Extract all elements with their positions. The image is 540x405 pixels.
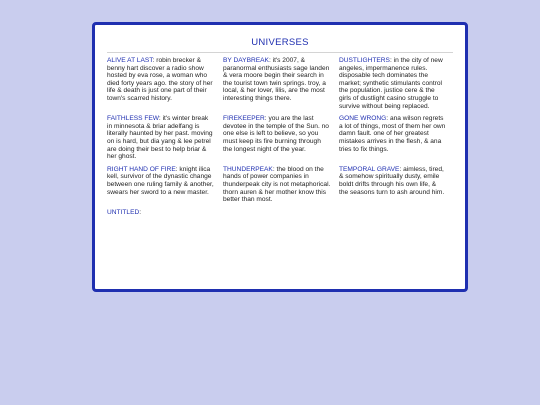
universe-desc: the blood on the hands of power companies in thunderpeak city is not metaphorical. thorn auren & her mother know this better than most. [223,165,331,204]
universe-entry-right-hand-of-fire: RIGHT HAND OF FIRE: knight ilica kell, survivor of the dynastic change between one ruling family & another, swears her sword to a new master. [107,165,214,196]
universe-entry-by-daybreak: BY DAYBREAK: it's 2007, & paranormal enthusiasts sage landen & vera moore begin their search in the tourist town twin springs. troy, a local, & her lover, lilis, are the most interesting things there. [223,57,330,102]
universe-desc: in the city of new angeles, impermanence rules. disposable tech dominates the market; synthetic stimulants control the population. justice cere & the girls of dustlight casino struggle to survive without being replaced. [339,57,443,110]
universe-desc: it's winter break in minnesota & briar adelfang is literally haunted by her past. moving on is hard, but dia yang & lee petrel are doing their best to help briar & her ghost. [107,115,213,161]
universe-link-temporal-grave[interactable]: TEMPORAL GRAVE [339,165,400,173]
universe-grid [107,57,452,216]
title-divider [107,52,453,53]
universe-link-right-hand-of-fire[interactable]: RIGHT HAND OF FIRE [107,165,176,173]
universe-link-gone-wrong[interactable]: GONE WRONG [339,115,387,123]
universe-link-by-daybreak[interactable]: BY DAYBREAK [223,57,269,64]
universe-entry-untitled: UNTITLED: [107,208,142,216]
universe-entry-temporal-grave: TEMPORAL GRAVE: aimless, tired, & somehow spiritually dusty, emile boldt drifts through his own life, & the seasons turn to ash around him. [339,165,445,196]
universe-entry-thunderpeak: THUNDERPEAK: the blood on the hands of power companies in thunderpeak city is not metaphorical. thorn auren & her mother know this better than most. [223,165,331,204]
universe-entry-alive-at-last: ALIVE AT LAST: robin brecker & benny hart discover a radio show hosted by eva rose, a woman who died forty years ago. the story of her life & death is just one part of their town's scarred history. [107,57,213,102]
universe-link-firekeeper[interactable]: FIREKEEPER [223,115,265,123]
universe-entry-faithless-few: FAITHLESS FEW: it's winter break in minnesota & briar adelfang is literally haunted by her past. moving on is hard, but dia yang & lee petrel are doing their best to help briar & her ghost. [107,115,213,161]
universe-desc: knight ilica kell, survivor of the dynastic change between one ruling family & another, swears her sword to a new master. [107,165,214,196]
universes-panel [92,22,468,292]
universe-link-faithless-few[interactable]: FAITHLESS FEW [107,115,159,123]
universe-desc: aimless, tired, & somehow spiritually dusty, emile boldt drifts through his own life, & the seasons turn to ash around him. [339,165,445,196]
universe-entry-firekeeper: FIREKEEPER: you are the last devotee in the temple of the Sun. no one else is left to believe, so you must keep its fire burning through the longest night of the year. [223,115,329,153]
universe-desc: you are the last devotee in the temple of the Sun. no one else is left to believe, so you must keep its fire burning through the longest night of the year. [223,115,329,153]
universe-link-thunderpeak[interactable]: THUNDERPEAK [223,165,273,173]
universe-entry-gone-wrong: GONE WRONG: ana wilson regrets a lot of things, most of them her own damn fault. one of her greatest mistakes arrives in the flesh, & ana tries to fix things. [339,115,446,153]
universe-entry-dustlighters: DUSTLIGHTERS: in the city of new angeles, impermanence rules. disposable tech dominates the market; synthetic stimulants control the population. justice cere & the girls of dustlight casino struggle to survive without being replaced. [339,57,443,110]
universe-link-dustlighters[interactable]: DUSTLIGHTERS [339,57,390,64]
universe-desc: it's 2007, & paranormal enthusiasts sage landen & vera moore begin their search in the tourist town twin springs. troy, a local, & her lover, lilis, are the most interesting things there. [223,57,330,102]
universe-desc: robin brecker & benny hart discover a radio show hosted by eva rose, a woman who died forty years ago. the story of her life & death is just one part of their town's scarred history. [107,57,213,102]
page-title: UNIVERSES [251,37,309,48]
universe-link-alive-at-last[interactable]: ALIVE AT LAST [107,57,153,64]
universe-desc: ana wilson regrets a lot of things, most of them her own damn fault. one of her greatest mistakes arrives in the flesh, & ana tries to fix things. [339,115,446,153]
universe-link-untitled[interactable]: UNTITLED [107,208,140,216]
